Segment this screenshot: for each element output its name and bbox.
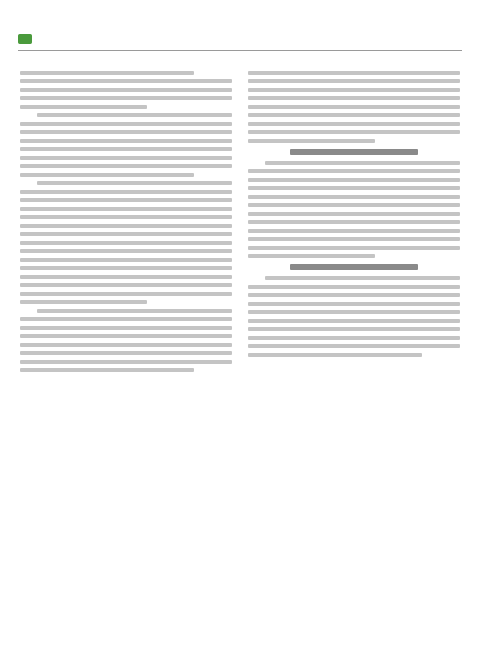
logo bbox=[18, 34, 32, 44]
left-column bbox=[20, 66, 232, 610]
running-header bbox=[18, 34, 462, 46]
text-lines bbox=[20, 71, 232, 373]
header-divider bbox=[18, 50, 462, 51]
text-lines bbox=[248, 71, 460, 357]
section-heading-mark bbox=[290, 149, 417, 155]
section-heading-mark bbox=[290, 264, 417, 270]
right-column bbox=[248, 66, 460, 610]
